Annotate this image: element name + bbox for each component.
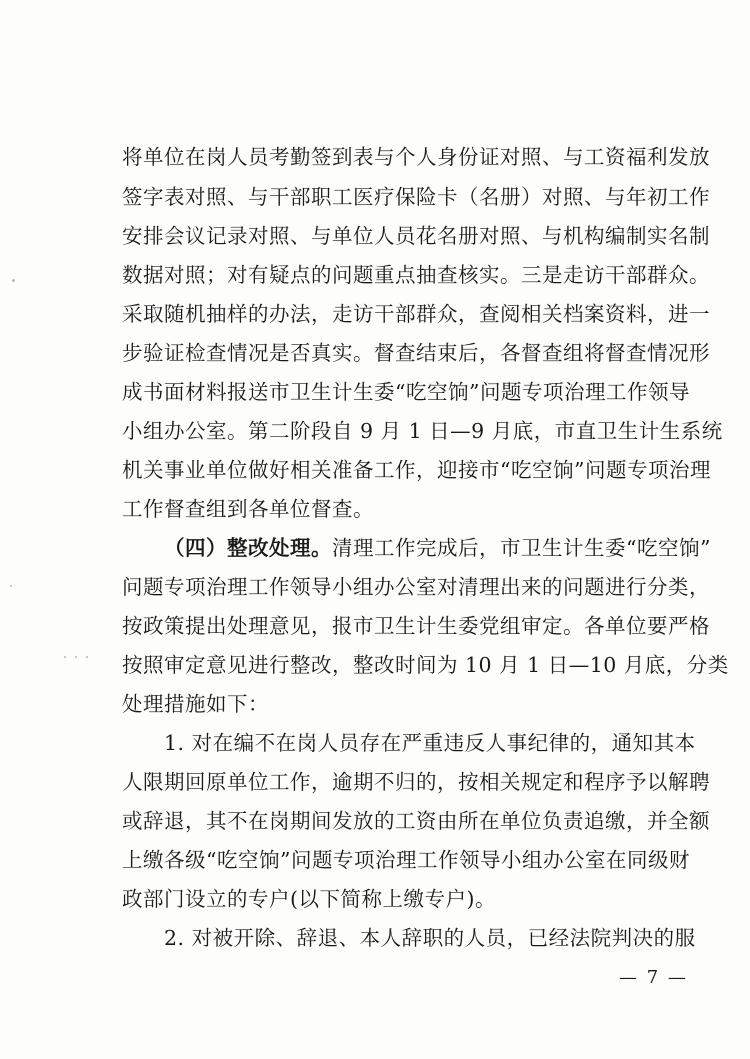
section-heading: （四）整改处理。 [164, 536, 332, 560]
list-item-first-line: 2. 对被开除、辞退、本人辞职的人员，已经法院判决的服 [164, 926, 696, 950]
paragraph-line: 签字表对照、与干部职工医疗保险卡（名册）对照、与年初工作 [122, 185, 710, 209]
scan-speck [75, 656, 77, 658]
paragraph-line: 问题专项治理工作领导小组办公室对清理出来的问题进行分类， [122, 575, 710, 599]
page-number: — 7 — [619, 967, 688, 988]
paragraph-line: 机关事业单位做好相关准备工作，迎接市“吃空饷”问题专项治理 [122, 458, 711, 482]
paragraph-line: 政部门设立的专户(以下简称上缴专户)。 [122, 887, 496, 911]
paragraph-line: 上缴各级“吃空饷”问题专项治理工作领导小组办公室在同级财 [122, 848, 690, 872]
paragraph-line: 处理措施如下： [122, 692, 269, 716]
paragraph-line: 或辞退，其不在岗期间发放的工资由所在单位负责追缴，并全额 [122, 809, 710, 833]
paragraph-line: 采取随机抽样的办法，走访干部群众，查阅相关档案资料，进一 [122, 302, 710, 326]
paragraph-line: 按照审定意见进行整改，整改时间为 10 月 1 日—10 月底，分类 [122, 653, 729, 677]
paragraph-line: 人限期回原单位工作，逾期不归的，按相关规定和程序予以解聘 [122, 770, 710, 794]
paragraph-line: 将单位在岗人员考勤签到表与个人身份证对照、与工资福利发放 [122, 145, 710, 169]
paragraph-line: 工作督查组到各单位督查。 [122, 497, 374, 521]
scan-speck [12, 279, 15, 282]
paragraph-line: 步验证检查情况是否真实。督查结束后，各督查组将督查情况形 [122, 341, 710, 365]
paragraph-line: 按政策提出处理意见，报市卫生计生委党组审定。各单位要严格 [122, 614, 710, 638]
scan-speck [86, 656, 88, 658]
list-item-first-line: 1. 对在编不在岗人员存在严重违反人事纪律的，通知其本 [164, 731, 696, 755]
paragraph-line: 安排会议记录对照、与单位人员花名册对照、与机构编制实名制 [122, 224, 710, 248]
scan-speck [64, 656, 66, 658]
paragraph-line: 成书面材料报送市卫生计生委“吃空饷”问题专项治理工作领导 [122, 380, 690, 404]
section-first-line [164, 534, 711, 562]
section-first-line-text: 清理工作完成后，市卫生计生委“吃空饷” [332, 536, 711, 560]
paragraph-line: 数据对照；对有疑点的问题重点抽查核实。三是走访干部群众。 [122, 263, 710, 287]
paragraph-line: 小组办公室。第二阶段自 9 月 1 日—9 月底，市直卫生计生系统 [122, 419, 723, 443]
scan-speck [10, 585, 12, 587]
